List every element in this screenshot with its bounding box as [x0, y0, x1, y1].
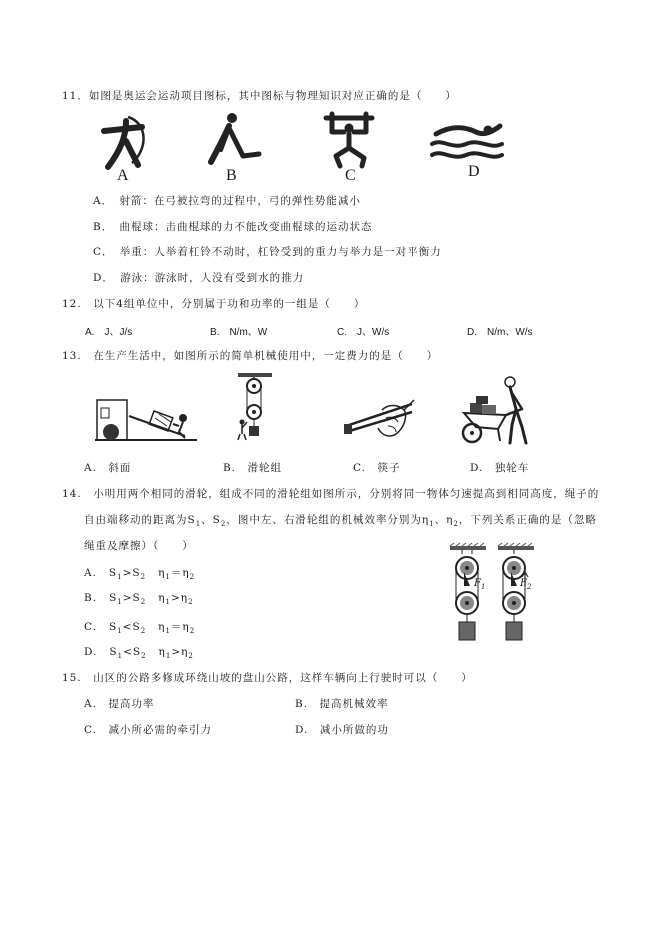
q15-option-d: D. 减小所做的功	[295, 724, 389, 736]
q13-option-a: A. 斜面	[84, 462, 132, 474]
q12-option-a: A. J、J/s	[85, 327, 133, 338]
q12-option-d: D. N/m、W/s	[467, 327, 533, 338]
q12-stem: 12. 以下4组单位中，分别属于功和功率的一组是（ ）	[62, 298, 366, 310]
swimming-icon	[430, 122, 505, 162]
icon-label-d: D	[468, 163, 480, 180]
q12-option-c: C. J、W/s	[337, 327, 390, 338]
q13-stem: 13. 在生产生活中，如图所示的简单机械使用中，一定费力的是（ ）	[62, 350, 439, 362]
q11-option-b: B． 曲棍球：击曲棍球的力不能改变曲棍球的运动状态	[93, 221, 373, 233]
archery-icon	[98, 113, 153, 173]
q14-stem-line3: 绳重及摩擦）（ ）	[84, 540, 194, 552]
hockey-icon	[205, 110, 265, 170]
q15-option-b: B. 提高机械效率	[295, 698, 389, 710]
q13-option-d: D. 独轮车	[470, 462, 530, 474]
q14-option-a: A. $S_1>S_2$ $\eta_1=\eta_2$	[84, 567, 196, 582]
pulley-blocks-figure	[444, 546, 544, 646]
q14-stem-line1: 14. 小明用两个相同的滑轮，组成不同的滑轮组如图所示，分别将同一物体匀速提高到相同高度，绳子的	[62, 488, 600, 500]
icon-label-b: B	[226, 167, 237, 184]
q14-option-b: B. $S_1>S_2$ $\eta_1>\eta_2$	[84, 592, 194, 607]
q11-option-c: C． 举重：人举着杠铃不动时，杠铃受到的重力与举力是一对平衡力	[93, 246, 442, 258]
q14-stem-line2: 自由端移动的距离为$S_1$、$S_2$，图中左、右滑轮组的机械效率分别为$\eta_1$、$\eta_2$，下列关系正确的是（忽略	[84, 514, 597, 529]
q14-option-c: C. $S_1<S_2$ $\eta_1=\eta_2$	[84, 621, 196, 636]
q12-option-b: B. N/m、W	[210, 327, 268, 338]
chopsticks-figure	[342, 398, 417, 443]
q11-stem: 11．如图是奥运会运动项目图标，其中图标与物理知识对应正确的是（ ）	[62, 90, 457, 102]
weightlifting-icon	[322, 110, 377, 170]
q13-option-c: C. 筷子	[353, 462, 401, 474]
q15-stem: 15. 山区的公路多修成环绕山坡的盘山公路，这样车辆向上行驶时可以（ ）	[62, 672, 473, 684]
icon-label-a: A	[117, 167, 129, 184]
q13-option-b: B. 滑轮组	[223, 462, 283, 474]
q14-option-d: D. $S_1<S_2$ $\eta_1>\eta_2$	[84, 646, 194, 661]
force-label-2: $F_2$	[520, 578, 532, 591]
pulley-system-figure	[234, 372, 279, 444]
q11-option-a: A． 射箭：在弓被拉弯的过程中，弓的弹性势能减小	[93, 195, 361, 207]
q15-option-a: A. 提高功率	[84, 698, 155, 710]
q11-option-d: D． 游泳：游泳时，人没有受到水的推力	[93, 272, 305, 284]
q15-option-c: C. 减小所必需的牵引力	[84, 724, 212, 736]
force-label-1: $F_1$	[474, 578, 486, 591]
icon-label-c: C	[345, 167, 356, 184]
wheelbarrow-figure	[460, 375, 540, 447]
inclined-plane-figure	[95, 396, 200, 446]
